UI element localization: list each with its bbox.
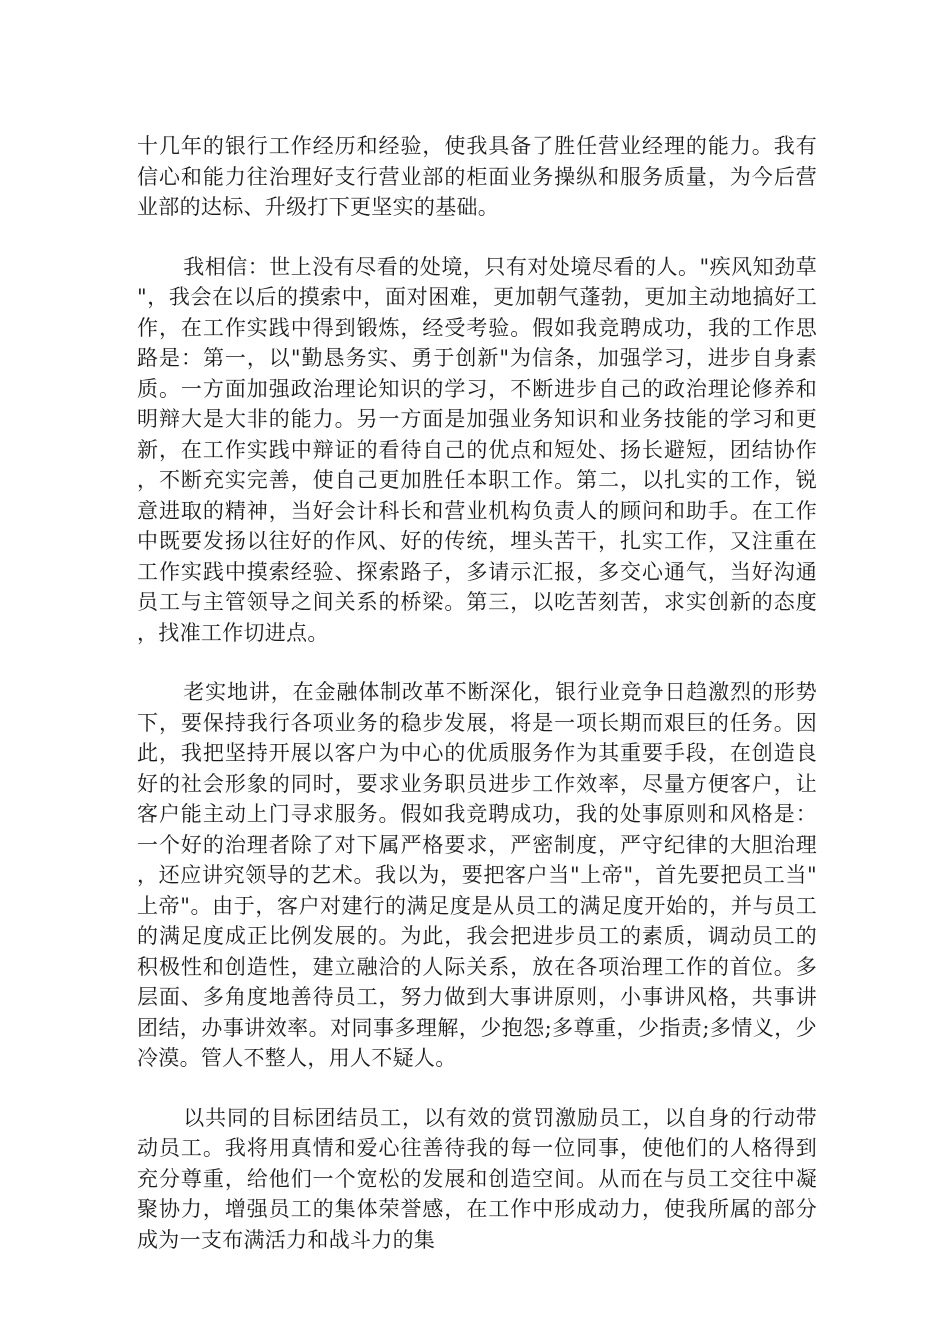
paragraph-2: 我相信：世上没有尽看的处境，只有对处境尽看的人。"疾风知劲草"，我会在以后的摸索中，面对困难，更加朝气蓬勃，更加主动地搞好工作，在工作实践中得到锻炼，经受考验。假如我竞聘成功，我的工作思路是：第一，以"勤恳务实、勇于创新"为信条，加强学习，进步自身素质。一方面加强政治理论知识的学习，不断进步自己的政治理论修养和明辩大是大非的能力。另一方面是加强业务知识和业务技能的学习和更新，在工作实践中辩证的看待自己的优点和短处、扬长避短，团结协作，不断充实完善，使自己更加胜任本职工作。第二，以扎实的工作，锐意进取的精神，当好会计科长和营业机构负责人的顾问和助手。在工作中既要发扬以往好的作风、好的传统，埋头苦干，扎实工作，又注重在工作实践中摸索经验、探索路子，多请示汇报，多交心通气，当好沟通员工与主管领导之间关系的桥梁。第三，以吃苦刻苦，求实创新的态度，找准工作切进点。 bbox=[137, 254, 817, 645]
paragraph-4: 以共同的目标团结员工，以有效的赏罚激励员工，以自身的行动带动员工。我将用真情和爱心往善待我的每一位同事，使他们的人格得到充分尊重，给他们一个宽松的发展和创造空间。从而在与员工交往中凝聚协力，增强员工的集体荣誉感，在工作中形成动力，使我所属的部分成为一支布满活力和战斗力的集 bbox=[137, 1105, 817, 1252]
paragraph-3: 老实地讲，在金融体制改革不断深化，银行业竞争日趋激烈的形势下，要保持我行各项业务的稳步发展，将是一项长期而艰巨的任务。因此，我把坚持开展以客户为中心的优质服务作为其重要手段，在创造良好的社会形象的同时，要求业务职员进步工作效率，尽量方便客户，让客户能主动上门寻求服务。假如我竞聘成功，我的处事原则和风格是：一个好的治理者除了对下属严格要求，严密制度，严守纪律的大胆治理，还应讲究领导的艺术。我以为，要把客户当"上帝"，首先要把员工当"上帝"。由于，客户对建行的满足度是从员工的满足度开始的，并与员工的满足度成正比例发展的。为此，我会把进步员工的素质，调动员工的积极性和创造性，建立融洽的人际关系，放在各项治理工作的首位。多层面、多角度地善待员工，努力做到大事讲原则，小事讲风格，共事讲团结，办事讲效率。对同事多理解，少抱怨;多尊重，少指责;多情义，少冷漠。管人不整人，用人不疑人。 bbox=[137, 680, 817, 1070]
paragraph-1: 十几年的银行工作经历和经验，使我具备了胜任营业经理的能力。我有信心和能力往治理好支行营业部的柜面业务操纵和服务质量，为今后营业部的达标、升级打下更坚实的基础。 bbox=[137, 134, 817, 219]
document-body bbox=[137, 131, 817, 1284]
